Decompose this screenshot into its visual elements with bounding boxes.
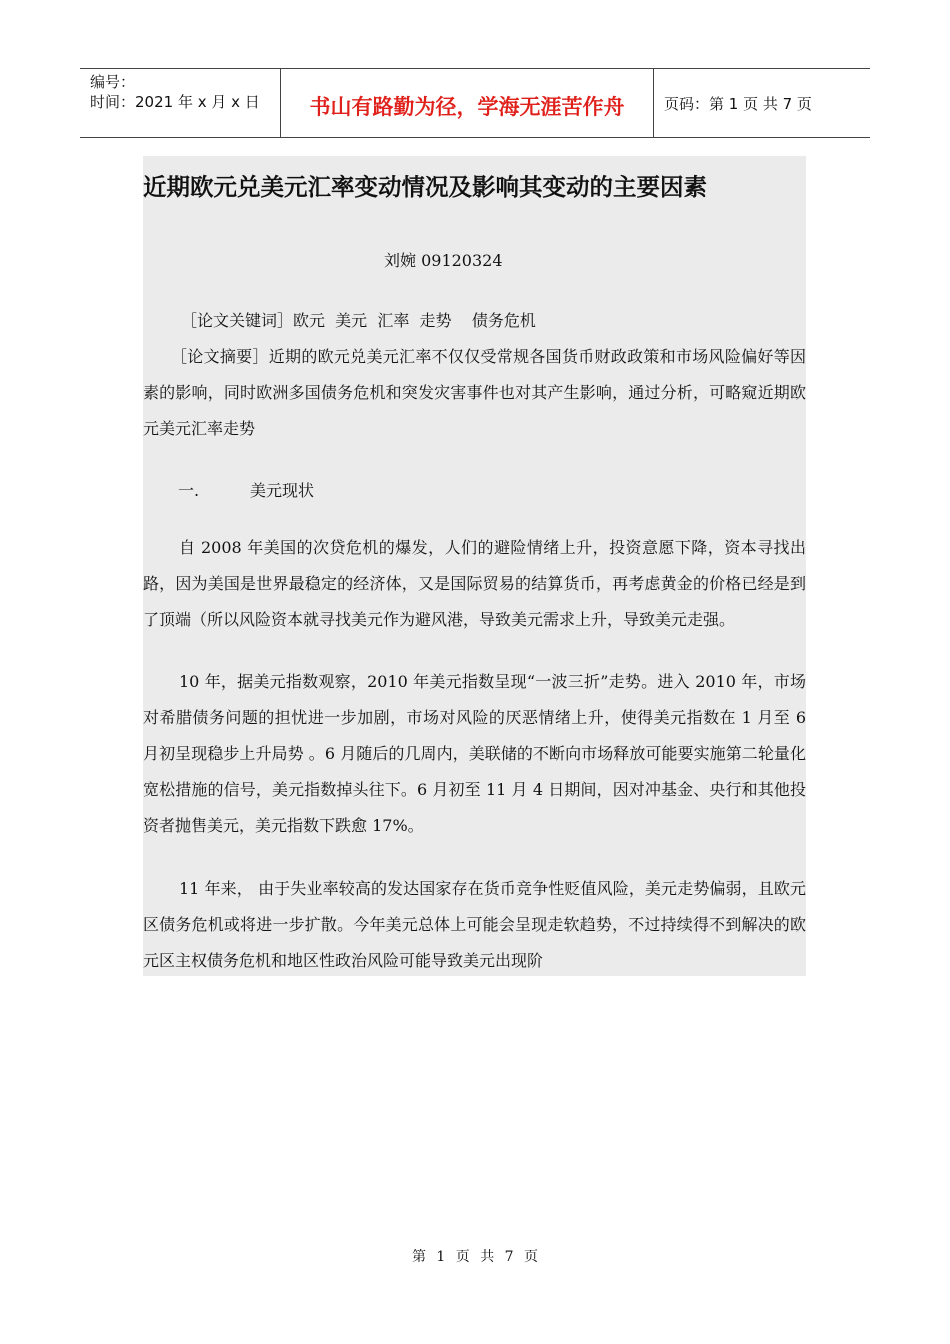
header-table: [80, 68, 870, 138]
header-motto-cell: [281, 69, 654, 137]
document-title: 近期欧元兑美元汇率变动情况及影响其变动的主要因素: [143, 173, 707, 201]
number-label: 编号：: [90, 73, 136, 91]
abstract: ［论文摘要］近期的欧元兑美元汇率不仅仅受常规各国货币财政政策和市场风险偏好等因素的影响，同时欧洲多国债务危机和突发灾害事件也对其产生影响，通过分析，可略窥近期欧元美元汇率走势: [143, 347, 806, 438]
section-heading: 一. 美元现状: [178, 481, 314, 500]
header-meta: [80, 69, 281, 137]
paragraph-1: 自 2008 年美国的次贷危机的爆发，人们的避险情绪上升，投资意愿下降，资本寻找出路，因为美国是世界最稳定的经济体，又是国际贸易的结算货币，再考虑黄金的价格已经是到了顶端（所以风险资本就寻找美元作为避风港，导致美元需求上升，导致美元走强。: [143, 538, 806, 629]
page-info: 页码：第 1 页 共 7 页: [664, 94, 812, 113]
paragraph-3: 11 年来， 由于失业率较高的发达国家存在货币竞争性贬值风险，美元走势偏弱，且欧元区债务危机或将进一步扩散。今年美元总体上可能会呈现走软趋势，不过持续得不到解决的欧元区主权债务危机和地区性政治风险可能导致美元出现阶: [143, 879, 806, 970]
header-page-cell: [654, 69, 870, 137]
keywords: ［论文关键词］欧元 美元 汇率 走势 债务危机: [181, 311, 536, 330]
paragraph-2: 10 年，据美元指数观察，2010 年美元指数呈现“一波三折”走势。进入 2010 年，市场对希腊债务问题的担忧进一步加剧，市场对风险的厌恶情绪上升，使得美元指数在 1 月至 6 月初呈现稳步上升局势 。6 月随后的几周内，美联储的不断向市场释放可能要实施第二轮量化宽松措施的信号，美元指数掉头往下。6 月初至 11 月 4 日期间，因对冲基金、央行和其他投资者抛售美元，美元指数下跌愈 17%。: [143, 672, 806, 835]
document-author: 刘婉 09120324: [384, 251, 503, 270]
motto-text: 书山有路勤为径，学海无涯苦作舟: [309, 95, 625, 119]
page-footer: 第 1 页 共 7 页: [411, 1249, 539, 1265]
time-label: 时间：2021 年 x 月 x 日: [90, 93, 260, 111]
